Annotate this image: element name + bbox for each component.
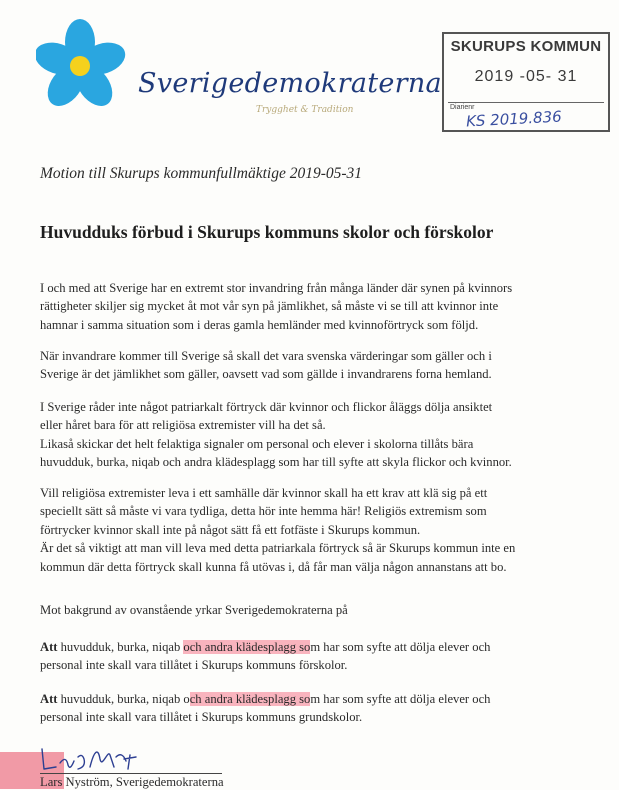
demand-att: Att xyxy=(40,640,58,654)
paragraph-line: I och med att Sverige har en extremt stor invandring från många länder där synen på kvinnors xyxy=(40,281,513,295)
received-stamp xyxy=(442,32,610,132)
highlighted-text: och andra klädesplagg so xyxy=(183,640,311,654)
demand-att: Att xyxy=(40,692,58,706)
signatory-name: Lars Nyström, Sverigedemokraterna xyxy=(40,775,224,789)
stamp-diarie-label: Diarienr xyxy=(450,104,475,111)
demand-line xyxy=(40,690,600,708)
stamp-divider xyxy=(448,102,604,103)
paragraph-line: kommun där detta förtryck skall kunna få utövas i, då får man välja någon annanstans att bo. xyxy=(40,559,507,574)
signature-rule xyxy=(40,773,222,774)
motion-line: Motion till Skurups kommunfullmäktige 2019-05-31 xyxy=(40,165,363,182)
paragraph-3 xyxy=(40,398,600,472)
background-statement xyxy=(40,601,600,619)
paragraph-line: Vill religiösa extremister leva i ett samhälle där kvinnor skall ha ett krav att klä sig på ett xyxy=(40,486,488,500)
paragraph-line: förtrycker kvinnor skall inte på något sätt få ett fotfäste i Skurups kommun. xyxy=(40,522,421,537)
stamp-diarie-number: KS 2019.836 xyxy=(465,107,563,131)
logo-tagline: Trygghet & Tradition xyxy=(256,105,354,115)
demand-text: huvudduk, burka, niqab xyxy=(57,640,184,654)
page-title: Huvudduks förbud i Skurups kommuns skolor och förskolor xyxy=(40,222,494,242)
paragraph-line: Sverige är det jämlikhet som gäller, oavsett vad som gällde i invandrarens forna hemland. xyxy=(40,367,492,382)
handwritten-signature xyxy=(38,745,168,773)
paragraph-line: Är det så viktigt att man vill leva med detta patriarkala förtryck så är Skurups kommun inte en xyxy=(40,541,516,556)
paragraph-line: hamnar i samma situation som i deras gamla hemländer med kvinnoförtryck som följd. xyxy=(40,317,479,332)
paragraph-line: speciellt sätt så måste vi vara tydliga, detta hör inte hemma här! Religiös extremism som xyxy=(40,504,487,519)
paragraph-line: När invandrare kommer till Sverige så skall det vara svenska värderingar som gäller och i xyxy=(40,349,492,363)
flower-icon xyxy=(36,18,136,113)
paragraph-2 xyxy=(40,347,600,384)
demand-2 xyxy=(40,690,600,727)
paragraph-4 xyxy=(40,484,600,576)
demand-text: huvudduk, burka, niqab o xyxy=(57,692,190,706)
demand-text: m har som syfte att dölja elever och xyxy=(310,640,491,654)
paragraph-line: eller håret bara för att religiösa extremister vill ha det så. xyxy=(40,418,326,433)
demand-line: personal inte skall vara tillåtet i Skurups kommuns grundskolor. xyxy=(40,710,363,725)
stamp-date: 2019 -05- 31 xyxy=(474,68,578,85)
demand-line xyxy=(40,638,600,656)
paragraph-line: Likaså skickar det helt felaktiga signaler om personal och elever i skolorna tillåts bära xyxy=(40,436,474,451)
demand-line: personal inte skall vara tillåtet i Skurups kommuns förskolor. xyxy=(40,658,348,673)
paragraph-line: Mot bakgrund av ovanstående yrkar Sverigedemokraterna på xyxy=(40,603,348,617)
paragraph-1 xyxy=(40,279,600,334)
party-logo xyxy=(36,18,442,115)
logo-wordmark: Sverigedemokraterna xyxy=(138,68,442,99)
highlighted-text: ch andra klädesplagg so xyxy=(189,692,311,706)
demand-1 xyxy=(40,638,600,675)
stamp-municipality: SKURUPS KOMMUN xyxy=(450,38,602,55)
paragraph-line: rättigheter skiljer sig mycket åt mot vår syn på jämlikhet, så måste vi se till att kvinnor inte xyxy=(40,299,499,314)
demand-text: m har som syfte att dölja elever och xyxy=(310,692,491,706)
paragraph-line: I Sverige råder inte något patriarkalt förtryck där kvinnor och flickor åläggs dölja ansiktet xyxy=(40,400,493,414)
paragraph-line: huvudduk, burka, niqab och andra klädesplagg som har till syfte att skyla flickor och kvinnor. xyxy=(40,455,512,470)
